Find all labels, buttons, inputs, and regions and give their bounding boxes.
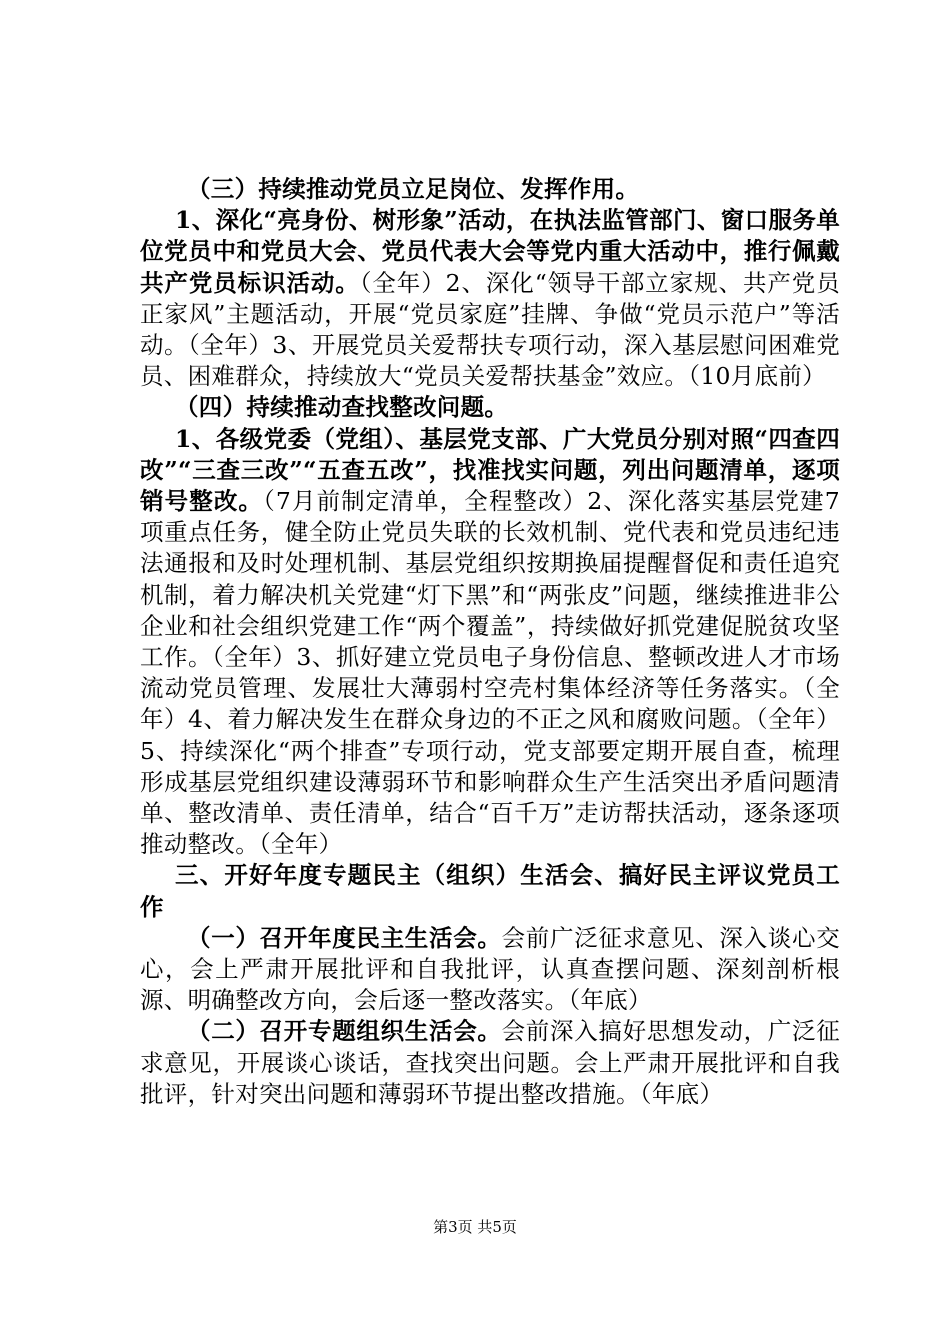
- body-text: 会前广泛征求意见、深入谈心交心，会上严肃开展批评和自我批评，认真查摆问题、深刻剖析根源、明确整改方向，会后逐一整改落实。（年底）: [140, 923, 841, 1015]
- subsection-1: [140, 923, 840, 1017]
- section-body-4: [140, 424, 840, 861]
- section-heading-4: （四）持续推动查找整改问题。: [175, 393, 509, 422]
- body-text: （7月前制定清单，全程整改）2、深化落实基层党建7项重点任务，健全防止党员失联的长效机制、党代表和党员违纪违法通报和及时处理机制、基层党组织按期换届提醒督促和责任追究机制，着力解决机关党建“灯下黑”和“两张皮”问题，继续推进非公企业和社会组织党建工作“两个覆盖”，持续做好抓党建促脱贫攻坚工作。（全年）3、抓好建立党员电子身份信息、整顿改进人才市场流动党员管理、发展壮大薄弱村空壳村集体经济等任务落实。（全年）4、着力解决发生在群众身边的不正之风和腐败问题。（全年）5、持续深化“两个排查”专项行动，党支部要定期开展自查，梳理形成基层党组织建设薄弱环节和影响群众生产生活突出矛盾问题清单、整改清单、责任清单，结合“百千万”走访帮扶活动，逐条逐项推动整改。（全年）: [140, 487, 841, 859]
- subsection-2: [140, 1016, 840, 1110]
- chapter-heading-3: 三、开好年度专题民主（组织）生活会、搞好民主评议党员工作: [140, 861, 840, 921]
- body-text: （全年）2、深化“领导干部立家规、共产党员正家风”主题活动，开展“党员家庭”挂牌、争做“党员示范户”等活动。（全年）3、开展党员关爱帮扶专项行动，深入基层慰问困难党员、困难群众，持续放大“党员关爱帮扶基金”效应。（10月底前）: [140, 268, 840, 391]
- body-text: 会前深入搞好思想发动，广泛征求意见，开展谈心谈话，查找突出问题。会上严肃开展批评和自我批评，针对突出问题和薄弱环节提出整改措施。（年底）: [140, 1017, 841, 1108]
- bold-lead: （二）召开专题组织生活会。: [187, 1017, 502, 1046]
- section-body-3: [140, 205, 840, 392]
- bold-lead: 1、深化“亮身份、树形象”活动，在执法监管部门、窗口服务单位党员中和党员大会、党员代表大会等党内重大活动中，推行佩戴共产党员标识活动。: [140, 206, 840, 297]
- bold-lead: （一）召开年度民主生活会。: [187, 923, 502, 952]
- document-body: [140, 174, 840, 1110]
- page-footer: 第3页 共5页: [433, 1218, 517, 1236]
- bold-lead: 1、各级党委（党组）、基层党支部、广大党员分别对照“四查四改”“三查三改”“五查五改”，找准找实问题，列出问题清单，逐项销号整改。: [140, 424, 840, 516]
- section-heading-3: （三）持续推动党员立足岗位、发挥作用。: [187, 175, 640, 203]
